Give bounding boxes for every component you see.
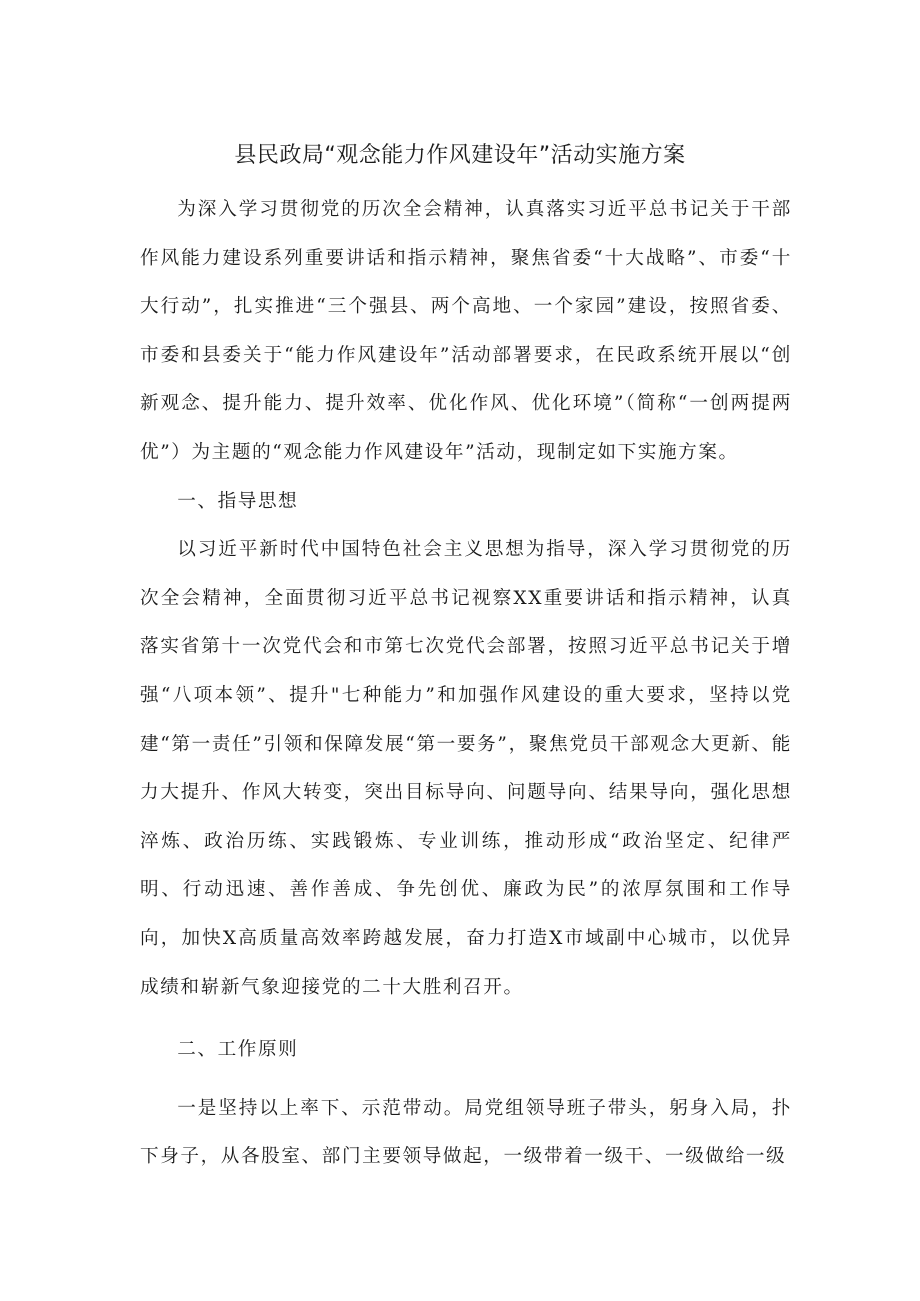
document-body: [140, 186, 792, 1182]
work-principles-paragraph: 一是坚持以上率下、示范带动。局党组领导班子带头，躬身入局，扑下身子，从各股室、部门主要领导做起，一级带着一级干、一级做给一级: [140, 1097, 792, 1168]
section-heading-work-principles: 二、工作原则: [177, 1039, 299, 1061]
document-title: 县民政局“观念能力作风建设年”活动实施方案: [234, 143, 686, 168]
intro-paragraph: 为深入学习贯彻党的历次全会精神，认真落实习近平总书记关于干部作风能力建设系列重要讲话和指示精神，聚焦省委“十大战略”、市委“十大行动”，扎实推进“三个强县、两个高地、一个家园”建设，按照省委、市委和县委关于“能力作风建设年”活动部署要求，在民政系统开展以“创新观念、提升能力、提升效率、优化作风、优化环境”（简称“一创两提两优”）为主题的“观念能力作风建设年”活动，现制定如下实施方案。: [140, 199, 792, 463]
guiding-ideology-paragraph: 以习近平新时代中国特色社会主义思想为指导，深入学习贯彻党的历次全会精神，全面贯彻习近平总书记视察XX重要讲话和指示精神，认真落实省第十一次党代会和市第七次党代会部署，按照习近平总书记关于增强“八项本领”、提升"七种能力”和加强作风建设的重大要求，坚持以党建“第一责任”引领和保障发展“第一要务”，聚焦党员干部观念大更新、能力大提升、作风大转变，突出目标导向、问题导向、结果导向，强化思想淬炼、政治历练、实践锻炼、专业训练，推动形成“政治坚定、纪律严明、行动迅速、善作善成、争先创优、廉政为民”的浓厚氛围和工作导向，加快X高质量高效率跨越发展，奋力打造X市域副中心城市，以优异成绩和崭新气象迎接党的二十大胜利召开。: [140, 539, 792, 998]
section-heading-guiding-ideology: 一、指导思想: [177, 490, 299, 512]
